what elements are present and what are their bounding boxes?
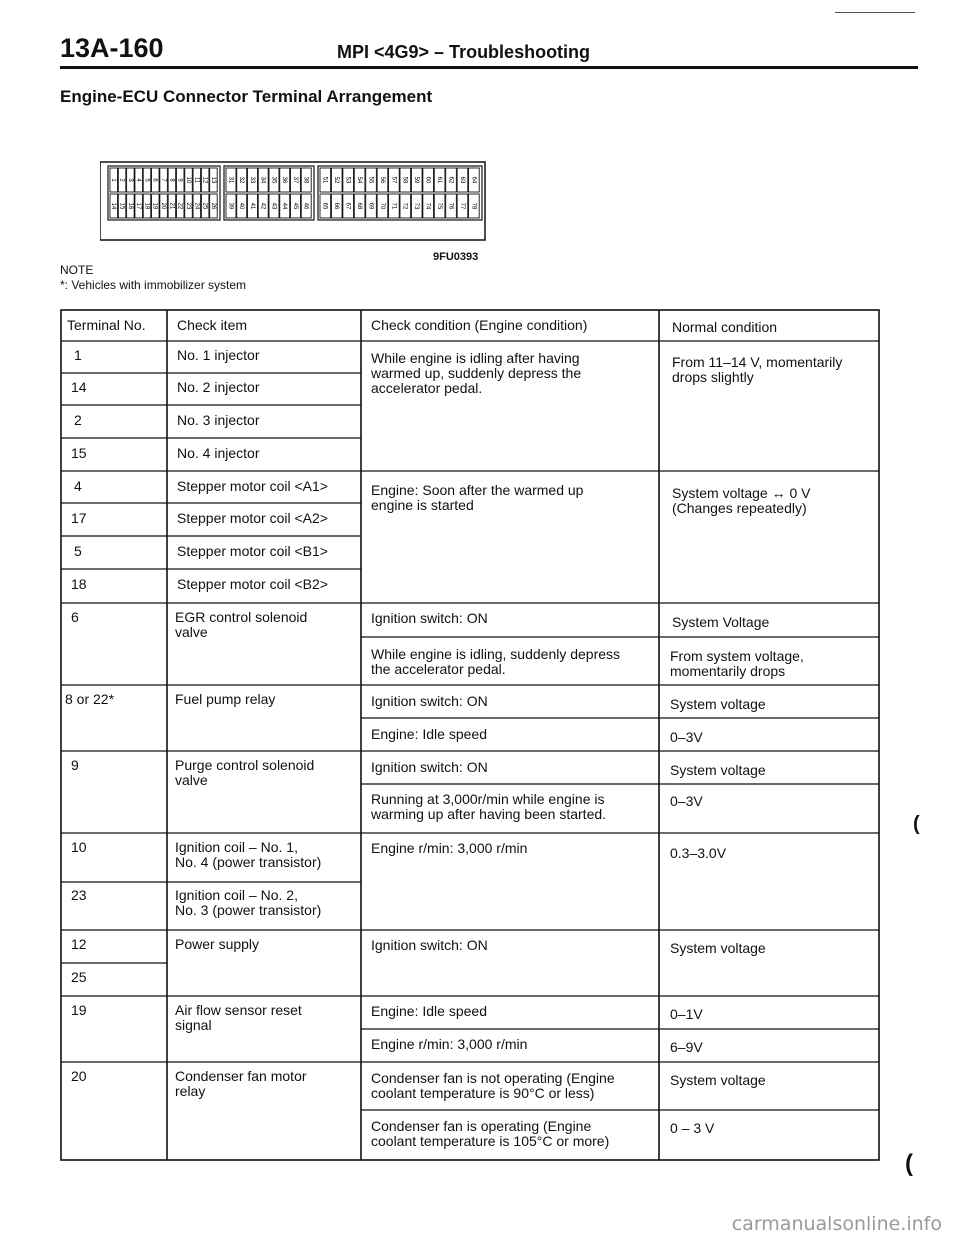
connector-pin-number: 43	[270, 202, 277, 210]
check-condition: Engine: Idle speed	[371, 726, 487, 742]
connector-pin-number: 73	[413, 202, 420, 210]
check-condition: Engine: Soon after the warmed up engine is started	[371, 482, 584, 513]
connector-pin-number: 58	[401, 176, 408, 184]
connector-pin-number: 71	[390, 202, 397, 210]
check-item: Fuel pump relay	[175, 691, 276, 707]
connector-pin-number: 62	[447, 176, 454, 184]
connector-pin-number: 7	[160, 178, 167, 182]
connector-pin-number: 78	[470, 202, 477, 210]
connector-pin-number: 26	[209, 202, 216, 210]
terminal-no: 6	[71, 609, 79, 625]
check-condition: Ignition switch: ON	[371, 937, 488, 953]
connector-pin-number: 42	[259, 202, 266, 210]
connector-pin-number: 75	[436, 202, 443, 210]
terminal-no: 9	[71, 757, 79, 773]
watermark: carmanualsonline.info	[731, 1213, 942, 1235]
normal-condition: System voltage	[670, 940, 766, 956]
connector-pin-number: 59	[413, 176, 420, 184]
check-item: Condenser fan motor relay	[175, 1068, 307, 1099]
connector-pin-number: 17	[135, 202, 142, 210]
connector-pin-number: 11	[193, 176, 200, 184]
check-condition: Engine r/min: 3,000 r/min	[371, 1036, 528, 1052]
check-condition: Engine r/min: 3,000 r/min	[371, 840, 528, 856]
normal-condition: System voltage	[670, 1072, 766, 1088]
connector-pin-number: 53	[344, 176, 351, 184]
connector-pin-number: 9	[176, 178, 183, 182]
check-item: Stepper motor coil <B1>	[177, 543, 328, 559]
connector-housing	[100, 162, 485, 240]
connector-pin-number: 35	[270, 176, 277, 184]
connector-pin-number: 24	[193, 202, 200, 210]
connector-pin-number: 34	[259, 176, 266, 184]
connector-pin-number: 6	[151, 178, 158, 182]
header-terminal: Terminal No.	[67, 317, 146, 333]
connector-pin-number: 76	[447, 202, 454, 210]
terminal-no: 4	[74, 478, 82, 494]
connector-pin-number: 22	[176, 202, 183, 210]
connector-pin-number: 32	[238, 176, 245, 184]
connector-pin-number: 57	[390, 176, 397, 184]
terminal-no: 17	[71, 510, 87, 526]
normal-condition: 0–1V	[670, 1006, 703, 1022]
terminal-no: 5	[74, 543, 82, 559]
connector-pin-number: 36	[281, 176, 288, 184]
connector-pin-number: 15	[118, 202, 125, 210]
connector-pin-number: 68	[356, 202, 363, 210]
connector-pin-number: 18	[143, 202, 150, 210]
terminal-no: 19	[71, 1002, 87, 1018]
connector-pin-number: 56	[378, 176, 385, 184]
terminal-no: 2	[74, 412, 82, 428]
margin-mark: (	[905, 1150, 913, 1177]
normal-condition: System voltage	[670, 762, 766, 778]
terminal-no: 23	[71, 887, 87, 903]
connector-pin-number: 72	[401, 202, 408, 210]
connector-pin-number: 54	[356, 176, 363, 184]
connector-pin-number: 64	[470, 176, 477, 184]
connector-pin-number: 19	[151, 202, 158, 210]
connector-pin-number: 14	[110, 202, 117, 210]
check-condition: While engine is idling, suddenly depress the accelerator pedal.	[371, 646, 621, 677]
terminal-no: 10	[71, 839, 87, 855]
header-normal: Normal condition	[672, 319, 778, 335]
connector-pin-number: 63	[458, 176, 465, 184]
normal-condition: 6–9V	[670, 1039, 703, 1055]
check-condition: Condenser fan is not operating (Engine coolant temperature is 90°C or less)	[371, 1070, 615, 1101]
connector-pin-number: 44	[281, 202, 288, 210]
top-corner-rule	[835, 12, 915, 13]
header-check-item: Check item	[177, 317, 248, 333]
header-condition: Check condition (Engine condition)	[371, 317, 588, 333]
connector-pin-number: 2	[118, 178, 125, 182]
connector-pin-number: 31	[227, 176, 234, 184]
normal-condition: 0–3V	[670, 793, 703, 809]
connector-pin-number: 52	[333, 176, 340, 184]
connector-pin-number: 61	[436, 176, 443, 184]
connector-pin-number: 5	[143, 178, 150, 182]
check-item: Air flow sensor reset signal	[175, 1002, 302, 1033]
page-title: MPI <4G9> – Troubleshooting	[337, 42, 591, 62]
connector-pin-number: 38	[302, 176, 309, 184]
connector-pin-number: 60	[424, 176, 431, 184]
connector-pin-number: 41	[248, 202, 255, 210]
check-condition: While engine is idling after having warmed up, suddenly depress the accelerator pedal.	[371, 350, 582, 396]
connector-pin-number: 39	[227, 202, 234, 210]
check-item: Stepper motor coil <A2>	[177, 510, 328, 526]
check-item: No. 1 injector	[177, 347, 260, 363]
connector-block-left	[108, 166, 220, 220]
figure-code: 9FU0393	[433, 251, 479, 263]
connector-pin-number: 40	[238, 202, 245, 210]
connector-pin-number: 10	[184, 176, 191, 184]
connector-pin-number: 37	[291, 176, 298, 184]
normal-condition: 0–3V	[670, 729, 703, 745]
connector-pin-number: 74	[424, 202, 431, 210]
connector-pin-number: 8	[168, 178, 175, 182]
connector-pin-number: 77	[458, 202, 465, 210]
normal-condition: System voltage	[670, 696, 766, 712]
check-item: No. 4 injector	[177, 445, 260, 461]
connector-pin-number: 33	[248, 176, 255, 184]
normal-condition: 0 – 3 V	[670, 1120, 715, 1136]
connector-pin-number: 20	[160, 202, 167, 210]
terminal-no: 14	[71, 379, 87, 395]
check-item: No. 2 injector	[177, 379, 260, 395]
check-item: EGR control solenoid valve	[175, 609, 308, 640]
section-title: Engine-ECU Connector Terminal Arrangement	[60, 87, 433, 106]
connector-pin-number: 46	[302, 202, 309, 210]
terminal-no: 20	[71, 1068, 87, 1084]
normal-condition: System Voltage	[672, 614, 770, 630]
connector-pin-number: 1	[110, 178, 117, 182]
normal-condition: From system voltage, momentarily drops	[670, 648, 804, 679]
check-item: Purge control solenoid valve	[175, 757, 315, 788]
normal-condition: 0.3–3.0V	[670, 845, 727, 861]
check-item: Ignition coil – No. 1, No. 4 (power transistor)	[175, 839, 322, 870]
check-item: No. 3 injector	[177, 412, 260, 428]
check-condition: Ignition switch: ON	[371, 610, 488, 626]
connector-pin-number: 45	[291, 202, 298, 210]
connector-pin-number: 13	[209, 176, 216, 184]
connector-pin-number: 65	[321, 202, 328, 210]
connector-pin-number: 67	[344, 202, 351, 210]
terminal-no: 1	[74, 347, 82, 363]
terminal-no: 12	[71, 936, 87, 952]
terminal-no: 8 or 22*	[65, 691, 115, 707]
check-condition: Running at 3,000r/min while engine is warming up after having been started.	[371, 791, 607, 822]
connector-pin-number: 21	[168, 202, 175, 210]
check-condition: Ignition switch: ON	[371, 759, 488, 775]
check-condition: Ignition switch: ON	[371, 693, 488, 709]
check-item: Stepper motor coil <B2>	[177, 576, 328, 592]
normal-condition: System voltage ↔ 0 V (Changes repeatedly)	[672, 485, 811, 516]
normal-condition: From 11–14 V, momentarily drops slightly	[672, 354, 843, 385]
check-item: Ignition coil – No. 2, No. 3 (power transistor)	[175, 887, 322, 918]
check-item: Stepper motor coil <A1>	[177, 478, 328, 494]
connector-pin-number: 12	[201, 176, 208, 184]
terminal-no: 15	[71, 445, 87, 461]
connector-pin-number: 69	[367, 202, 374, 210]
connector-diagram	[100, 150, 490, 245]
connector-pin-number: 51	[321, 176, 328, 184]
connector-pin-number: 66	[333, 202, 340, 210]
terminal-no: 25	[71, 969, 87, 985]
page-number: 13A-160	[60, 33, 164, 63]
check-item: Power supply	[175, 936, 260, 952]
note-text: *: Vehicles with immobilizer system	[60, 278, 247, 292]
check-condition: Condenser fan is operating (Engine coolant temperature is 105°C or more)	[371, 1118, 610, 1149]
connector-pin-number: 70	[378, 202, 385, 210]
header-rule	[60, 66, 918, 69]
note-label: NOTE	[60, 263, 94, 277]
connector-pin-number: 25	[201, 202, 208, 210]
check-condition: Engine: Idle speed	[371, 1003, 487, 1019]
connector-pins	[110, 168, 479, 218]
connector-pin-number: 16	[126, 202, 133, 210]
terminal-no: 18	[71, 576, 87, 592]
connector-pin-number: 23	[184, 202, 191, 210]
connector-pin-number: 4	[135, 178, 142, 182]
connector-pin-number: 3	[126, 178, 133, 182]
margin-mark: (	[913, 813, 920, 835]
connector-pin-number: 55	[367, 176, 374, 184]
